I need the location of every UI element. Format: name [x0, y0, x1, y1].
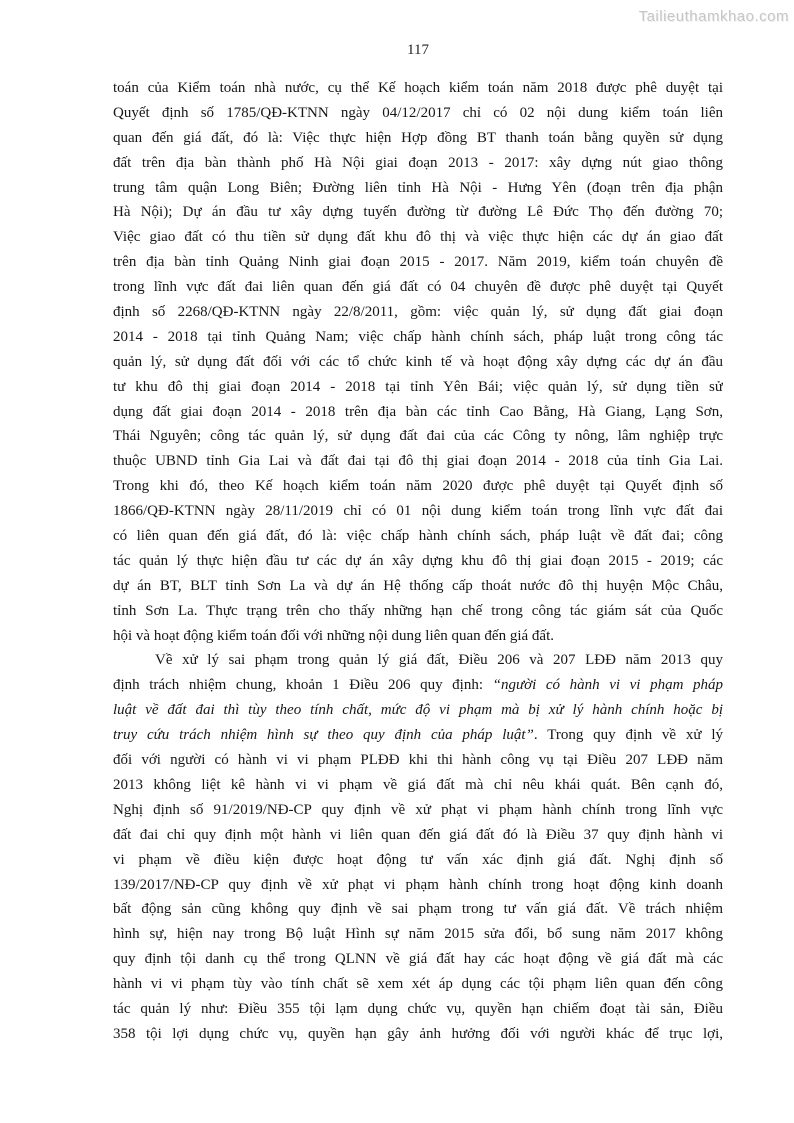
body-text: 358 tội lợi dụng chức vụ, quyền hạn gây ảnh hưởng đối với người khác để trục lợi,	[113, 1025, 723, 1042]
body-text: hình sự, hiện nay trong Bộ luật Hình sự năm 2015 sửa đổi, bổ sung năm 2017 không	[113, 926, 723, 943]
text-line	[113, 798, 723, 823]
page-number: 117	[407, 42, 429, 58]
body-text: có liên quan đến giá đất, đó là: việc chấp hành chính sách, pháp luật về đất đai; công	[113, 528, 723, 545]
body-text: trung tâm quận Long Biên; Đường liên tỉnh Hà Nội - Hưng Yên (đoạn trên địa phận	[113, 179, 723, 196]
body-text: tác quản lý như: Điều 355 tội lạm dụng chức vụ, quyền hạn chiếm đoạt tài sản, Điều	[113, 1000, 723, 1017]
body-text: dụng đất giai đoạn 2014 - 2018 trên địa bàn các tỉnh Cao Bằng, Hà Giang, Lạng Sơn,	[113, 403, 723, 420]
body-text: dự án BT, BLT tỉnh Sơn La và dự án Hệ thống cấp thoát nước đô thị huyện Mộc Châu,	[113, 577, 723, 594]
body-text: Trong khi đó, theo Kế hoạch kiểm toán năm 2020 được phê duyệt tại Quyết định số	[113, 478, 723, 495]
quoted-italic-text: luật về đất đai thì tùy theo tính chất, mức độ vi phạm mà bị xử lý hành chính hoặc bị	[113, 702, 723, 719]
text-line	[113, 449, 723, 474]
body-text: Hà Nội); Dự án đầu tư xây dựng tuyến đường từ đường Lê Đức Thọ đến đường 70;	[113, 204, 723, 221]
body-text: hội và hoạt động kiểm toán đối với những nội dung liên quan đến giá đất.	[113, 627, 554, 644]
body-text: Quyết định số 1785/QĐ-KTNN ngày 04/12/2017 chỉ có 02 nội dung kiểm toán liên	[113, 104, 723, 121]
body-text: định trách nhiệm chung, khoản 1 Điều 206 quy định:	[113, 677, 493, 694]
body-text: đất trên địa bàn thành phố Hà Nội giai đoạn 2013 - 2017: xây dựng nút giao thông	[113, 154, 723, 171]
text-line	[113, 922, 723, 947]
text-line	[113, 698, 723, 723]
text-line	[113, 972, 723, 997]
body-text: thuộc UBND tỉnh Gia Lai và đất đai tại đô thị giai đoạn 2014 - 2018 của tỉnh Gia Lai.	[113, 453, 723, 470]
body-text: Việc giao đất có thu tiền sử dụng đất khu đô thị và việc thực hiện các dự án giao đất	[113, 229, 723, 246]
body-text: tỉnh Sơn La. Thực trạng trên cho thấy những hạn chế trong công tác giám sát của Quốc	[113, 602, 723, 619]
text-line	[113, 200, 723, 225]
body-text: đối với người có hành vi vi phạm PLĐĐ khi thi hành công vụ tại Điều 207 LĐĐ năm	[113, 752, 723, 769]
text-line	[113, 673, 723, 698]
text-line	[113, 101, 723, 126]
text-line	[113, 549, 723, 574]
quoted-italic-text: truy cứu trách nhiệm hình sự theo quy định của pháp luật”	[113, 727, 534, 744]
body-text: tác quản lý thực hiện đầu tư các dự án xây dựng khu đô thị giai đoạn 2015 - 2019; các	[113, 552, 723, 569]
text-line	[113, 300, 723, 325]
text-line	[113, 151, 723, 176]
text-line	[113, 947, 723, 972]
text-line	[113, 599, 723, 624]
watermark: Tailieuthamkhao.com	[638, 8, 789, 25]
text-line	[113, 325, 723, 350]
text-line	[113, 400, 723, 425]
text-line	[113, 897, 723, 922]
body-text: quan đến giá đất, đó là: Việc thực hiện Hợp đồng BT thanh toán bằng quyền sử dụng	[113, 129, 723, 146]
body-text: Về xử lý sai phạm trong quản lý giá đất, Điều 206 và 207 LĐĐ năm 2013 quy	[155, 652, 723, 669]
body-text: vi phạm về điều kiện được hoạt động tư vấn xác định giá đất. Nghị định số	[113, 851, 723, 868]
text-line	[113, 873, 723, 898]
text-line	[113, 848, 723, 873]
text-line	[113, 723, 723, 748]
body-text: hành vi vi phạm tùy vào tính chất sẽ xem xét áp dụng các tội phạm liên quan đến công	[113, 976, 723, 993]
text-line	[113, 524, 723, 549]
body-text: đất đai chỉ quy định một hành vi liên quan đến giá đất đó là Điều 37 quy định hành vi	[113, 826, 723, 843]
text-line	[113, 624, 723, 649]
body-text: 1866/QĐ-KTNN ngày 28/11/2019 chỉ có 01 nội dung kiểm toán trong lĩnh vực đất đai	[113, 503, 723, 520]
text-line	[113, 823, 723, 848]
body-text: quy định tội danh cụ thể trong QLNN về giá đất hay các hoạt động về giá đất mà các	[113, 951, 723, 968]
text-line	[113, 176, 723, 201]
text-line	[113, 275, 723, 300]
text-line	[113, 375, 723, 400]
body-text: định số 2268/QĐ-KTNN ngày 22/8/2011, gồm: việc quản lý, sử dụng đất giai đoạn	[113, 304, 723, 321]
document-body	[113, 76, 723, 1047]
body-text: . Trong quy định về xử lý	[533, 727, 723, 744]
body-text: 139/2017/NĐ-CP quy định về xử phạt vi phạm hành chính trong hoạt động kinh doanh	[113, 876, 723, 893]
body-text: quản lý, sử dụng đất đối với các tổ chức kinh tế và hoạt động xây dựng các dự án đầu	[113, 353, 723, 370]
text-line	[113, 1022, 723, 1047]
text-line	[113, 997, 723, 1022]
quoted-italic-text: “người có hành vi vi phạm pháp	[492, 677, 723, 694]
body-text: trên địa bàn tỉnh Quảng Ninh giai đoạn 2015 - 2017. Năm 2019, kiểm toán chuyên đề	[113, 254, 723, 271]
body-text: Thái Nguyên; công tác quản lý, sử dụng đất đai của các Công ty nông, lâm nghiệp trực	[113, 428, 723, 445]
text-line	[113, 225, 723, 250]
text-line	[113, 350, 723, 375]
text-line	[113, 126, 723, 151]
body-text: bất động sản cũng không quy định về sai phạm trong tư vấn giá đất. Về trách nhiệm	[113, 901, 723, 918]
text-line	[113, 748, 723, 773]
text-line	[113, 499, 723, 524]
paragraph	[113, 76, 723, 648]
text-line	[113, 648, 723, 673]
body-text: tư khu đô thị giai đoạn 2014 - 2018 tại tỉnh Yên Bái; việc quản lý, sử dụng tiền sử	[113, 378, 723, 395]
text-line	[113, 76, 723, 101]
body-text: 2013 không liệt kê hành vi vi phạm về giá đất mà chỉ nêu khái quát. Bên cạnh đó,	[113, 776, 723, 793]
body-text: 2014 - 2018 tại tỉnh Quảng Nam; việc chấp hành chính sách, pháp luật trong công tác	[113, 328, 723, 345]
text-line	[113, 250, 723, 275]
text-line	[113, 574, 723, 599]
body-text: toán của Kiểm toán nhà nước, cụ thể Kế hoạch kiểm toán năm 2018 được phê duyệt tại	[113, 80, 723, 96]
text-line	[113, 424, 723, 449]
paragraph	[113, 648, 723, 1046]
text-line	[113, 773, 723, 798]
body-text: trong lĩnh vực đất đai liên quan đến giá đất có 04 chuyên đề được phê duyệt tại Quyết	[113, 279, 723, 296]
body-text: Nghị định số 91/2019/NĐ-CP quy định về xử phạt vi phạm hành chính trong lĩnh vực	[113, 801, 723, 818]
text-line	[113, 474, 723, 499]
